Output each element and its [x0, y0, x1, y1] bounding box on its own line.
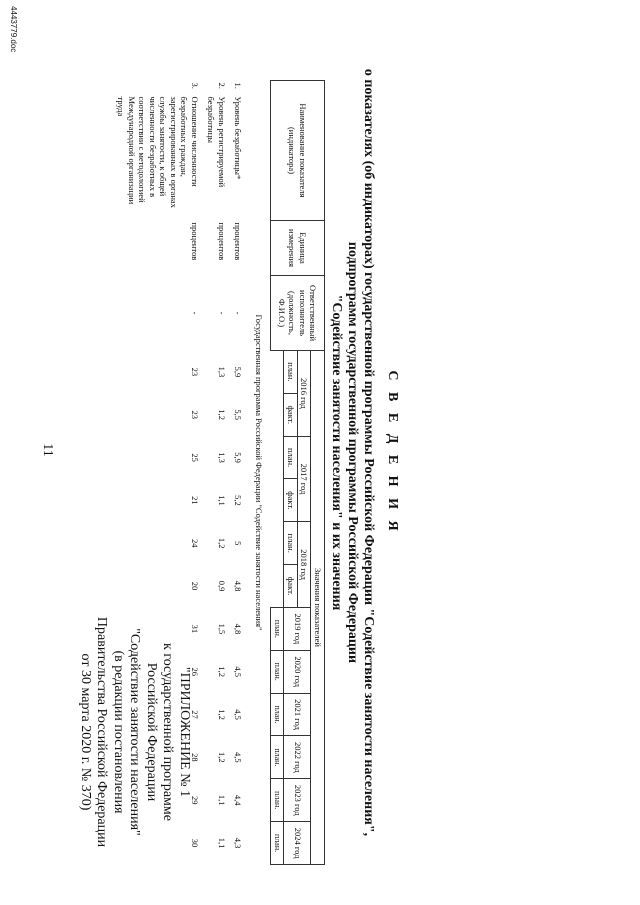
value-cell: 4,5	[233, 709, 244, 720]
value-cell: 5,5	[233, 409, 244, 421]
header-year: 2020 год	[284, 650, 311, 693]
row-number: 3.	[190, 82, 200, 89]
value-cell: 1,3	[217, 452, 227, 463]
appendix-line: "Содействие занятости населения"	[127, 628, 143, 836]
table-row	[115, 81, 205, 865]
value-cell: 21	[190, 496, 200, 505]
value-cell: 29	[190, 795, 200, 805]
appendix-line: от 30 марта 2020 г. № 370)	[78, 653, 93, 811]
header-plan: план.	[271, 650, 285, 693]
value-cell: 1,1	[217, 837, 227, 849]
appendix-line: к государственной программе	[160, 643, 176, 821]
value-cell: 1,2	[217, 537, 227, 549]
value-cell: 1,1	[217, 794, 227, 806]
row-number: 2.	[217, 82, 227, 89]
table-row	[232, 81, 249, 865]
value-cell: 26	[190, 667, 200, 676]
header-fact: факт.	[284, 393, 298, 436]
value-cell: 28	[190, 753, 200, 762]
header-plan: план.	[284, 522, 298, 565]
header-values: Значения показателей	[311, 351, 325, 865]
title-line: подпрограмм государственной программы Российской Федерации	[345, 241, 360, 664]
unit-cell: процентов	[217, 222, 227, 261]
document-code: 4443779.doc	[9, 6, 18, 53]
header-year: 2017 год	[298, 436, 312, 522]
value-cell: 1,5	[217, 623, 227, 635]
appendix-line: Правительства Российской Федерации	[94, 616, 110, 848]
value-cell: 23	[190, 410, 200, 419]
value-cell: 5,9	[233, 366, 244, 378]
value-cell: 5,2	[233, 495, 244, 506]
value-cell: 20	[190, 581, 200, 591]
unit-cell: процентов	[233, 222, 244, 261]
header-fact: факт.	[284, 479, 298, 522]
value-cell: 1,2	[217, 409, 227, 421]
value-cell: 1,2	[217, 752, 227, 763]
header-year: 2022 год	[284, 736, 311, 779]
header-responsible: Ответственный исполнитель (должность, Ф.И.О.)	[271, 276, 325, 351]
value-cell: 0,9	[217, 580, 227, 592]
title-heading: С В Е Д Е Н И Я	[385, 370, 400, 535]
header-year: 2019 год	[284, 607, 311, 650]
indicator-name: Отношение численности безработных граждан, зарегистрированных в органах службы занятости, к общей численности безработных в соответствии с методологией Международной организации труда	[116, 96, 200, 208]
indicator-name: Уровень регистрируемой безработицы	[206, 96, 227, 188]
value-cell: 4,8	[233, 623, 244, 635]
appendix-line: Российской Федерации	[144, 662, 159, 802]
header-year: 2024 год	[284, 822, 311, 865]
header-plan: план.	[271, 607, 285, 650]
header-name: Наименование показателя (индикатора)	[271, 81, 325, 221]
value-cell: 27	[190, 710, 200, 719]
value-cell: 1,2	[217, 666, 227, 678]
title-line: "Содействие занятости населения" и их значения	[329, 294, 344, 611]
responsible-cell: -	[217, 311, 227, 315]
value-cell: 4,5	[233, 752, 244, 763]
indicator-name-cell	[232, 81, 249, 221]
header-fact: факт.	[284, 565, 298, 608]
value-cell: 24	[190, 538, 200, 548]
value-cell: 23	[190, 367, 200, 377]
row-number: 1.	[233, 82, 244, 89]
responsible-cell: -	[233, 311, 244, 315]
page-number: 11	[40, 443, 55, 457]
appendix-line: (в редакции постановления	[111, 650, 126, 814]
title-line: о показателях (об индикаторах) государственной программы Российской Федерации "Содействие занятости населения",	[361, 68, 376, 837]
indicator-name-cell	[115, 81, 205, 221]
value-cell: 25	[190, 453, 200, 462]
program-title: Государственная программа Российской Федерации "Содействие занятости населения"	[254, 314, 264, 631]
value-cell: 30	[190, 838, 200, 848]
header-plan: план.	[271, 693, 285, 736]
value-cell: 5,9	[233, 452, 244, 463]
header-plan: план.	[271, 736, 285, 779]
header-plan: план.	[271, 779, 285, 822]
value-cell: 4,3	[233, 837, 244, 849]
value-cell: 1,3	[217, 366, 227, 378]
header-unit: Единица измерения	[271, 221, 325, 276]
value-cell: 1,1	[217, 495, 227, 506]
value-cell: 4,5	[233, 666, 244, 678]
value-cell: 5	[233, 541, 244, 546]
appendix-line: "ПРИЛОЖЕНИЕ № 1	[177, 666, 192, 798]
header-year: 2021 год	[284, 693, 311, 736]
value-cell: 4,8	[233, 580, 244, 592]
indicators-table	[115, 80, 325, 865]
header-year: 2018 год	[298, 522, 312, 608]
header-year: 2023 год	[284, 779, 311, 822]
indicator-name-cell	[205, 81, 232, 221]
value-cell: 4,4	[233, 794, 244, 806]
header-year: 2016 год	[298, 351, 312, 437]
header-plan: план.	[284, 436, 298, 479]
value-cell: 31	[190, 624, 200, 634]
responsible-cell: -	[190, 311, 200, 315]
value-cell: 1,2	[217, 709, 227, 720]
indicator-name: Уровень безработицы*	[233, 96, 244, 180]
document-title	[328, 0, 400, 905]
table-row	[205, 81, 232, 865]
unit-cell: процентов	[190, 222, 200, 261]
header-plan: план.	[284, 351, 298, 394]
header-plan: план.	[271, 822, 285, 865]
